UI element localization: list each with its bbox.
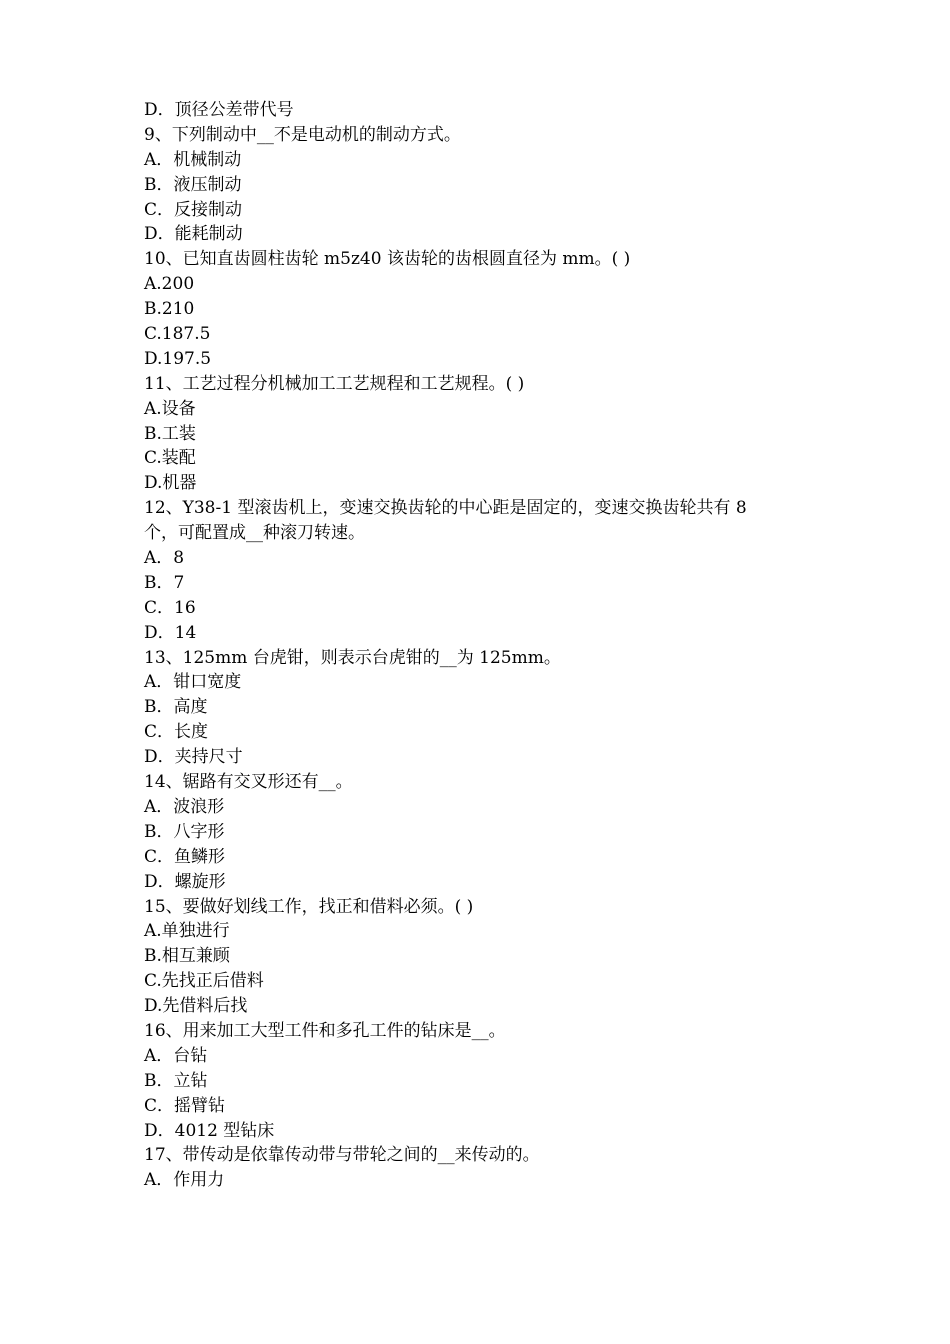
option-line: A．机械制动 [144, 149, 242, 170]
question-14: 14、锯路有交叉形还有__。 [144, 772, 353, 793]
option-line: B．八字形 [144, 821, 225, 842]
question-13: 13、125mm 台虎钳，则表示台虎钳的__为 125mm。 [144, 647, 561, 668]
option-line: B．高度 [144, 697, 208, 718]
option-line: B.相互兼顾 [144, 946, 230, 967]
option-line: D.先借料后找 [144, 996, 248, 1017]
option-line: C.187.5 [144, 324, 211, 345]
question-9: 9、下列制动中__不是电动机的制动方式。 [144, 124, 461, 145]
option-line: B．7 [144, 572, 185, 593]
option-line: D．夹持尺寸 [144, 747, 243, 768]
option-line: B．液压制动 [144, 174, 242, 195]
option-line: A.单独进行 [144, 921, 230, 942]
question-12: 12、Y38-1 型滚齿机上，变速交换齿轮的中心距是固定的，变速交换齿轮共有 8 [144, 498, 747, 519]
option-line: A．8 [144, 548, 185, 569]
question-17: 17、带传动是依靠传动带与带轮之间的__来传动的。 [144, 1145, 540, 1166]
option-line: C．摇臂钻 [144, 1095, 226, 1116]
option-line: D.机器 [144, 473, 197, 494]
option-line: C.先找正后借料 [144, 971, 264, 992]
option-line: D．4012 型钻床 [144, 1120, 275, 1141]
option-line: A．台钻 [144, 1045, 208, 1066]
option-line: D.197.5 [144, 348, 212, 369]
option-line: A．钳口宽度 [144, 672, 242, 693]
option-line: C．反接制动 [144, 199, 243, 220]
question-16: 16、用来加工大型工件和多孔工件的钻床是__。 [144, 1020, 506, 1041]
option-line: C.装配 [144, 448, 196, 469]
option-line: A.200 [144, 274, 195, 295]
option-line: A．波浪形 [144, 796, 225, 817]
question-11: 11、工艺过程分机械加工工艺规程和工艺规程。( ) [144, 373, 525, 394]
text-line: D．顶径公差带代号 [144, 100, 294, 120]
question-10: 10、已知直齿圆柱齿轮 m5z40 该齿轮的齿根圆直径为 mm。( ) [144, 249, 631, 270]
option-line: B.工装 [144, 423, 196, 444]
option-line: D．14 [144, 622, 197, 643]
option-line: C．鱼鳞形 [144, 846, 226, 867]
option-line: C．16 [144, 597, 196, 618]
document-body [144, 98, 824, 1193]
option-line: B.210 [144, 299, 195, 320]
question-12-continued: 个，可配置成__种滚刀转速。 [144, 523, 365, 544]
option-line: A．作用力 [144, 1170, 225, 1191]
question-15: 15、要做好划线工作，找正和借料必须。( ) [144, 896, 474, 917]
option-line: C．长度 [144, 722, 209, 743]
option-line: D．能耗制动 [144, 224, 243, 245]
option-line: A.设备 [144, 398, 196, 419]
option-line: D．螺旋形 [144, 871, 226, 892]
option-line: B．立钻 [144, 1070, 208, 1091]
